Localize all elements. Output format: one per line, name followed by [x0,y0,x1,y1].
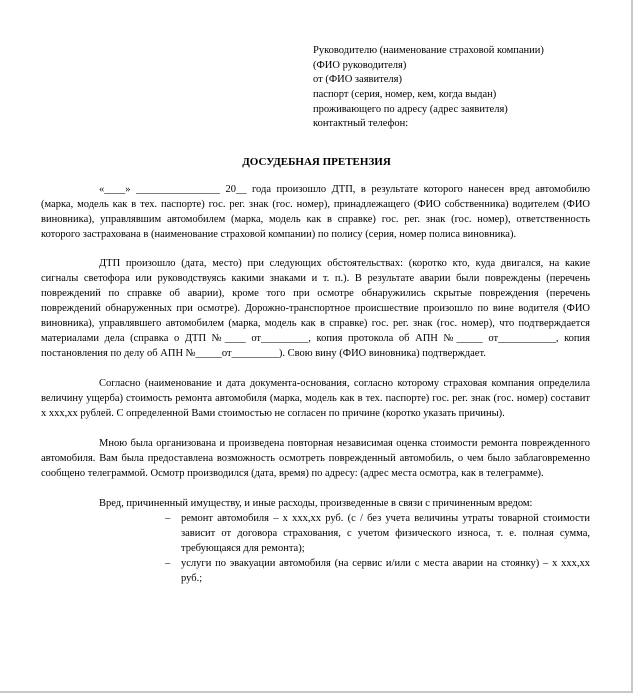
list-item-text: ремонт автомобиля – х ххх,хх руб. (с / без учета величины утраты товарной стоимости зависит от договора страхования, с учетом физического износа, т. е. полная сумма, требующаяся для ремонта); [181,513,590,554]
paragraph-incident: «____» ________________ 20__ года произошло ДТП, в результате которого нанесен вред автомобилю (марка, модель как в тех. паспорте) гос. рег. знак (гос. номер), принадлежащего (ФИО собственника) водителем (ФИО виновника), управлявшим автомобилем (марка, модель как в справке) гос. рег. знак (гос. номер), ответственность которого застрахована в (наименование страховой компании) по полису (серия, номер полиса виновника). [41,184,590,240]
addressee-block [313,44,613,132]
list-item [165,556,590,586]
list-item-text: услуги по эвакуации автомобиля (на сервис и/или с места аварии на стоянку) – х ххх,хх руб.; [181,558,590,584]
addressee-line: Руководителю (наименование страховой компании) [313,45,544,56]
list-item [165,511,590,556]
addressee-line: от (ФИО заявителя) [313,74,402,86]
paragraph-circumstances: ДТП произошло (дата, место) при следующих обстоятельствах: (коротко кто, куда двигался, на какие сигналы светофора или руководствуясь какими знаками и т. п.). В результате аварии были повреждены (перечень повреждений по справке об аварии), кроме того при осмотре обнаружились скрытые повреждения (перечень повреждений обнаруженных при осмотре). Дорожно-транспортное происшествие произошло по вине водителя (ФИО виновника), управлявшего автомобилем (марка, модель как в справке) гос. рег. знак (гос. номер), что подтверждается материалами дела (справка о ДТП №____ от_________, копия протокола об АПН №_____ от___________, копия постановления по делу об АПН №_____от_________). Свою вину (ФИО виновника) подтверждает. [41,258,590,359]
addressee-line: паспорт (серия, номер, кем, когда выдан) [313,89,497,101]
document-body [41,182,590,586]
damages-intro: Вред, причиненный имуществу, и иные расходы, произведенные в связи с причиненным вредом: [99,498,533,509]
addressee-line: проживающего по адресу (адрес заявителя) [313,103,508,115]
damages-list [41,511,590,586]
paragraph-reevaluation: Мною была организована и произведена повторная независимая оценка стоимости ремонта поврежденного автомобиля. Вам была предоставлена возможность осмотреть поврежденный автомобиль, о чем было заблаговременно сообщено телеграммой. Осмотр производился (дата, время) по адресу: (адрес места осмотра, как в телеграмме). [41,438,590,479]
addressee-line: (ФИО руководителя) [313,59,407,71]
bullet-dash: – [165,558,171,569]
document-title: ДОСУДЕБНАЯ ПРЕТЕНЗИЯ [242,156,391,168]
paragraph-assessment: Согласно (наименование и дата документа-основания, согласно которому страховая компания определила величину ущерба) стоимость ремонта автомобиля (марка, модель как в тех. паспорте) гос. рег. знак (гос. номер) составит х ххх,хх рублей. С определенной Вами стоимостью не согласен по причине (коротко указать причины). [41,378,590,419]
addressee-line: контактный телефон: [313,118,409,130]
bullet-dash: – [165,513,171,524]
